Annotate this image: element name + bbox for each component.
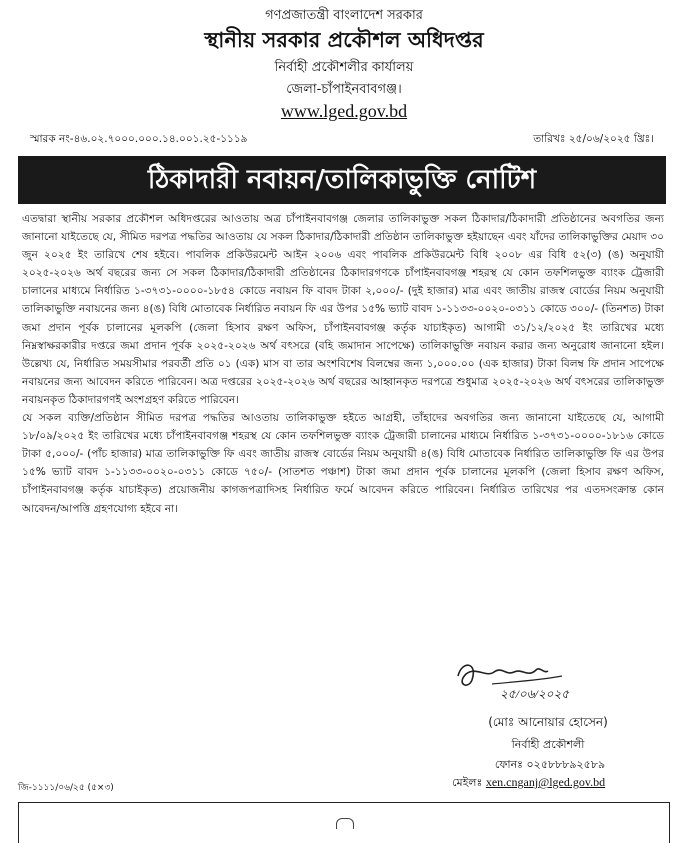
- signer-designation: নির্বাহী প্রকৌশলী: [511, 738, 585, 751]
- office-name: নির্বাহী প্রকৌশলীর কার্যালয়: [274, 60, 414, 75]
- government-name: গণপ্রজাতন্ত্রী বাংলাদেশ সরকার: [265, 8, 423, 23]
- website-link[interactable]: www.lged.gov.bd: [280, 101, 408, 121]
- body-paragraph-enlistment: যে সকল ব্যক্তি/প্রতিষ্ঠান সীমিত দরপত্র পদ্ধতির আওতায় তালিকাভুক্ত হইতে আগ্রহী, তাঁহাদের অবগতির জন্য জানানো যাইতেছে যে, আগামী ১৮/০৯/২০২৫ ইং তারিখের মধ্যে চাঁপাইনবাবগঞ্জ শহরস্থ যে কোন তফশিলভুক্ত ব্যাংক ট্রেজারী চালানের মাধ্যমে নির্ধারিত ১-৩৭৩১-০০০০-১৮১৬ কোডে টাকা ৫,০০০/- (পাঁচ হাজার) মাত্র তালিকাভুক্তি ফি এবং জাতীয় রাজস্ব বোর্ডের নিয়ম অনুযায়ী ৪(ঙ) বিধি মোতাবেক নির্ধারিত তালিকাভুক্তি ফি এর উপর ১৫% ভ্যাট বাবদ ১-১১৩৩-০০২০-০৩১১ কোডে ৭৫০/- (সাতশত পঞ্চাশ) টাকা জমা প্রদান পূর্বক চালানের মূলকপি (জেলা হিসাব রক্ষণ অফিস, চাঁপাইনবাবগঞ্জ কর্তৃক যাচাইকৃত) প্রয়োজনীয় কাগজপত্রাদিসহ নির্ধারিত ফর্মে আবেদন করিতে পারিবেন। নির্ধারিত তারিখের পর এতদসংক্রান্ত কোন আবেদন/আপত্তি গ্রহণযোগ্য হইবে না।: [22, 412, 664, 515]
- memo-number: স্মারক নং-৪৬.০২.৭০০০.০০০.১৪.০০১.২৫-১১১৯: [30, 133, 248, 145]
- email-label: মেইলঃ: [452, 776, 483, 789]
- notice-body: [22, 210, 664, 518]
- print-code: জি-১১১১/০৬/২৫ (৫×৩): [18, 783, 114, 793]
- district-name: জেলা-চাঁপাইনবাবগঞ্জ।: [286, 82, 402, 97]
- signer-phone: ফোনঃ ০২৫৮৮৮৯২৫৮৯: [494, 758, 606, 771]
- department-name: স্থানীয় সরকার প্রকৌশল অধিদপ্তর: [204, 27, 484, 52]
- signer-email-line: [452, 774, 605, 793]
- memo-date: তারিখঃ ২৫/০৬/২০২৫ খ্রিঃ।: [533, 133, 654, 145]
- email-link[interactable]: xen.cnganj@lged.gov.bd: [485, 775, 606, 789]
- signature-date: ২৫/০৬/২০২৫: [500, 687, 570, 701]
- notice-title-banner: ঠিকাদারী নবায়ন/তালিকাভুক্তি নোটিশ: [18, 156, 666, 204]
- body-paragraph-renewal: এতদ্বারা স্থানীয় সরকার প্রকৌশল অধিদপ্তরের আওতায় অত্র চাঁপাইনবাবগঞ্জ জেলার তালিকাভুক্ত সকল ঠিকাদার/ঠিকাদারী প্রতিষ্ঠানের অবগতির জন্য জানানো যাইতেছে যে, সীমিত দরপত্র পদ্ধতির আওতায় যে সকল ঠিকাদার/ঠিকাদারী প্রতিষ্ঠান তালিকাভুক্ত হইয়াছেন এবং যাঁদের তালিকাভুক্তির মেয়াদ ৩০ জুন ২০২৫ ইং তারিখে শেষ হইবে। পাবলিক প্রকিউরমেন্ট আইন ২০০৬ এবং পাবলিক প্রকিউরমেন্ট বিধি ২০০৮ এর বিধি ৫২(৩) (ঙ) অনুযায়ী ২০২৫-২০২৬ অর্থ বছরের জন্য সে সকল ঠিকাদার/ঠিকাদারী প্রতিষ্ঠানের ঠিকাদারগণকে চাঁপাইনবাবগঞ্জ শহরস্থ যে কোন তফশিলভুক্ত ব্যাংক ট্রেজারী চালানের মাধ্যমে নির্ধারিত ১-৩৭৩১-০০০০-১৮৫৪ কোডে নবায়ন ফি বাবদ টাকা ২,০০০/- (দুই হাজার) মাত্র এবং জাতীয় রাজস্ব বোর্ডের নিয়ম অনুযায়ী তালিকাভুক্তি নবায়নের জন্য ৪(ঙ) বিধি মোতাবেক নির্ধারিত নবায়ন ফি এর উপর ১৫% ভ্যাট বাবদ ১-১১৩৩-০০২০-০৩১১ কোডে ৩০০/- (তিনশত) টাকা জমা প্রদান পূর্বক চালানের মূলকপি (জেলা হিসাব রক্ষণ অফিস, চাঁপাইনবাবগঞ্জ কর্তৃক যাচাইকৃত) আগামী ৩১/১২/২০২৫ ইং তারিখের মধ্যে নিম্নস্বাক্ষরকারীর দপ্তরে জমা প্রদান পূর্বক ২০২৫-২০২৬ অর্থ বৎসরে (বহি জমাদান সাপেক্ষে) তালিকাভুক্তি নবায়ন করার জন্য অনুরোধ জানানো হইল। উল্লেখ্য যে, নির্ধারিত সময়সীমার পরবর্তী প্রতি ০১ (এক) মাস বা তার অংশবিশেষ বিলম্বের জন্য ১,০০০.০০ (এক হাজার) টাকা বিলম্ব ফি প্রদান সাপেক্ষে নবায়নের জন্য আবেদন করিতে পারিবেন। অত্র দপ্তরের ২০২৫-২০২৬ অর্থ বছরের আহ্বানকৃত দরপত্রে শুধুমাত্র ২০২৫-২০২৬ অর্থ বৎসরের তালিকাভুক্ত নবায়নকৃত ঠিকাদারগণই অংশগ্রহণ করিতে পারিবেন।: [22, 213, 664, 406]
- signer-name: (মোঃ আনোয়ার হোসেন): [488, 715, 608, 729]
- next-notice-emblem-partial: [336, 818, 354, 829]
